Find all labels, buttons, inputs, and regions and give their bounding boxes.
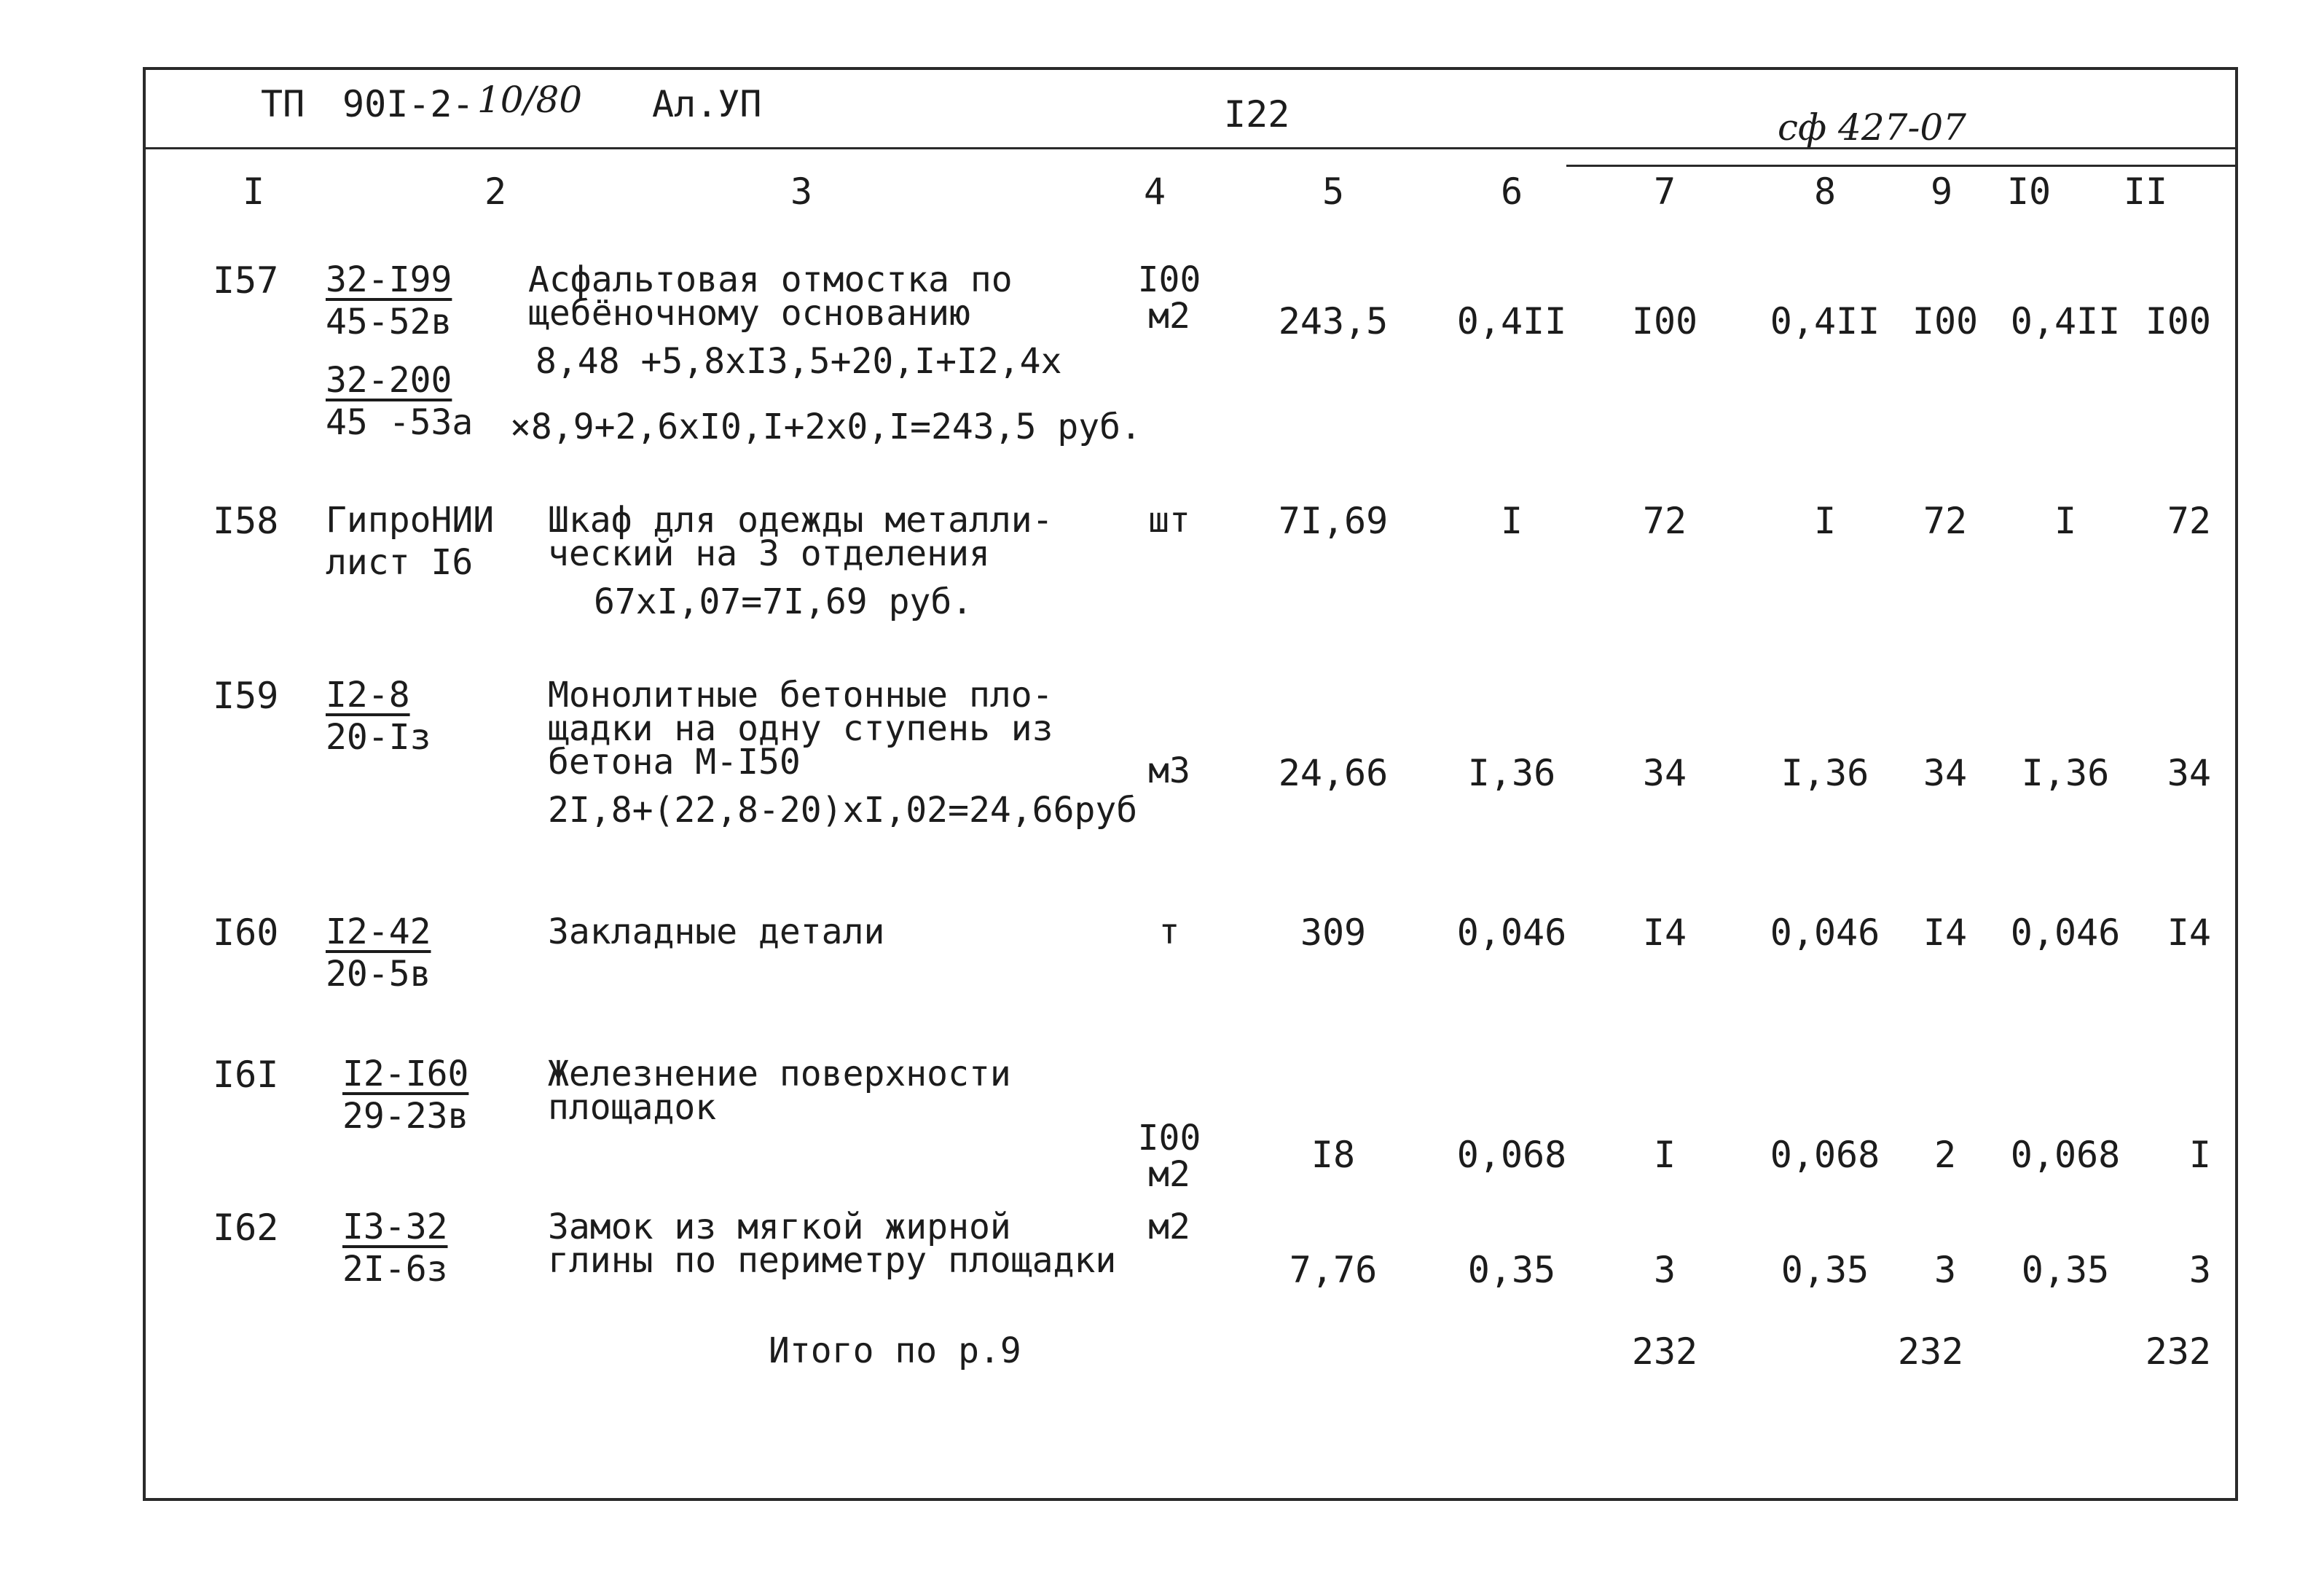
cell-column-5: 7,76 [1289,1249,1378,1291]
code-reference: 2I-6з [342,1249,448,1290]
calculation-line: 67хI,07=7I,69 руб. [594,581,973,622]
column-header-8: 8 [1813,170,1837,213]
stamp-underline [1566,165,2235,167]
unit-of-measure: I00 [1137,1118,1201,1158]
unit-of-measure: м3 [1148,750,1190,791]
cell-column-7: 72 [1642,500,1687,542]
cell-column-8: 0,4II [1770,300,1880,342]
total-column-11: 232 [2145,1330,2211,1373]
item-description: Асфальтовая отмостка по [528,259,1013,300]
row-number: I59 [213,675,279,717]
item-description: Шкаф для одежды металли- [548,500,1053,541]
cell-column-11: 34 [2167,752,2211,794]
cell-column-7: I00 [1631,300,1698,342]
album-label: Ал.УП [652,83,762,125]
cell-column-8: 0,046 [1770,911,1880,954]
cell-column-9: 72 [1923,500,1968,542]
code-reference: 20-5в [326,954,431,995]
cell-column-9: 2 [1934,1134,1957,1176]
cell-column-7: 34 [1642,752,1687,794]
cell-column-9: 3 [1934,1249,1957,1291]
cell-column-11: I [2188,1134,2211,1176]
row-number: I60 [213,911,279,954]
unit-of-measure: м2 [1148,1207,1190,1247]
column-header-10: I0 [2006,170,2052,213]
code-reference: ГипроНИИ [326,500,495,541]
column-header-2: 2 [484,170,507,213]
item-description: щадки на одну ступень из [548,708,1053,749]
code-reference: 20-Iз [326,717,431,758]
total-column-7: 232 [1631,1330,1698,1373]
column-header-3: 3 [790,170,813,213]
cell-column-7: I [1653,1134,1676,1176]
unit-of-measure: м2 [1148,1154,1190,1195]
cell-column-10: 0,068 [2010,1134,2121,1176]
cell-column-5: 243,5 [1278,300,1389,342]
cell-column-10: I,36 [2021,752,2110,794]
cell-column-9: I00 [1912,300,1979,342]
total-column-9: 232 [1897,1330,1964,1373]
cell-column-10: I [2054,500,2077,542]
row-number: I6I [213,1054,279,1096]
cell-column-8: 0,35 [1781,1249,1869,1291]
code-reference: 32-200 [326,360,452,401]
cell-column-11: 72 [2167,500,2211,542]
row-number: I58 [213,500,279,542]
row-number: I62 [213,1207,279,1249]
cell-column-7: I4 [1642,911,1687,954]
column-header-4: 4 [1143,170,1166,213]
unit-of-measure: т [1158,911,1180,952]
code-reference: I2-8 [326,675,410,715]
unit-of-measure: I00 [1137,259,1201,300]
row-number: I57 [213,259,279,302]
cell-column-10: 0,35 [2021,1249,2110,1291]
doc-prefix: ТП [261,83,305,125]
column-header-9: 9 [1930,170,1953,213]
cell-column-5: 309 [1300,911,1367,954]
cell-column-6: 0,068 [1456,1134,1567,1176]
cell-column-8: I,36 [1781,752,1869,794]
column-header-7: 7 [1653,170,1676,213]
code-reference: 32-I99 [326,259,452,300]
doc-number: 90I-2- [342,83,474,125]
cell-column-9: 34 [1923,752,1968,794]
item-description: ческий на 3 отделения [548,533,990,574]
column-header-5: 5 [1322,170,1345,213]
stamp-handwritten: сф 427-07 [1778,106,1966,149]
code-reference: I3-32 [342,1207,448,1247]
cell-column-6: 0,4II [1456,300,1567,342]
cell-column-10: 0,046 [2010,911,2121,954]
calculation-line: 2I,8+(22,8-20)хI,02=24,66руб [548,790,1138,831]
code-reference: I2-I60 [342,1054,469,1094]
cell-column-6: I [1500,500,1523,542]
cell-column-11: 3 [2188,1249,2211,1291]
cell-column-11: I00 [2145,300,2211,342]
code-reference: 45 -53а [326,402,474,443]
item-description: Закладные детали [548,911,885,952]
cell-column-8: I [1813,500,1837,542]
total-label: Итого по р.9 [769,1330,1021,1371]
cell-column-6: 0,35 [1467,1249,1556,1291]
item-description: Железнение поверхности [548,1054,1011,1094]
cell-column-9: I4 [1923,911,1968,954]
item-description: бетона М-I50 [548,742,801,783]
item-description: Замок из мягкой жирной [548,1207,1011,1247]
item-description: площадок [548,1087,717,1128]
calculation-line: 8,48 +5,8хI3,5+20,I+I2,4х [535,341,1062,382]
unit-of-measure: м2 [1148,296,1190,337]
cell-column-11: I4 [2167,911,2211,954]
code-reference: 29-23в [342,1096,469,1137]
cell-column-6: I,36 [1467,752,1556,794]
page-number: I22 [1224,93,1290,136]
code-reference: лист I6 [326,542,474,583]
cell-column-10: 0,4II [2010,300,2121,342]
code-reference: 45-52в [326,302,452,342]
cell-column-8: 0,068 [1770,1134,1880,1176]
column-header-11: II [2123,170,2168,213]
doc-number-handwritten: 10/80 [477,79,583,121]
cell-column-6: 0,046 [1456,911,1567,954]
code-reference: I2-42 [326,911,431,952]
item-description: глины по периметру площадки [548,1240,1117,1281]
column-header-6: 6 [1500,170,1523,213]
item-description: щебёночному основанию [528,293,970,334]
cell-column-5: I8 [1311,1134,1356,1176]
item-description: Монолитные бетонные пло- [548,675,1053,715]
cell-column-5: 24,66 [1278,752,1389,794]
cell-column-5: 7I,69 [1278,500,1389,542]
calculation-line: ×8,9+2,6хI0,I+2х0,I=243,5 руб. [510,407,1142,447]
column-header-1: I [242,170,265,213]
unit-of-measure: шт [1148,500,1190,541]
cell-column-7: 3 [1653,1249,1676,1291]
